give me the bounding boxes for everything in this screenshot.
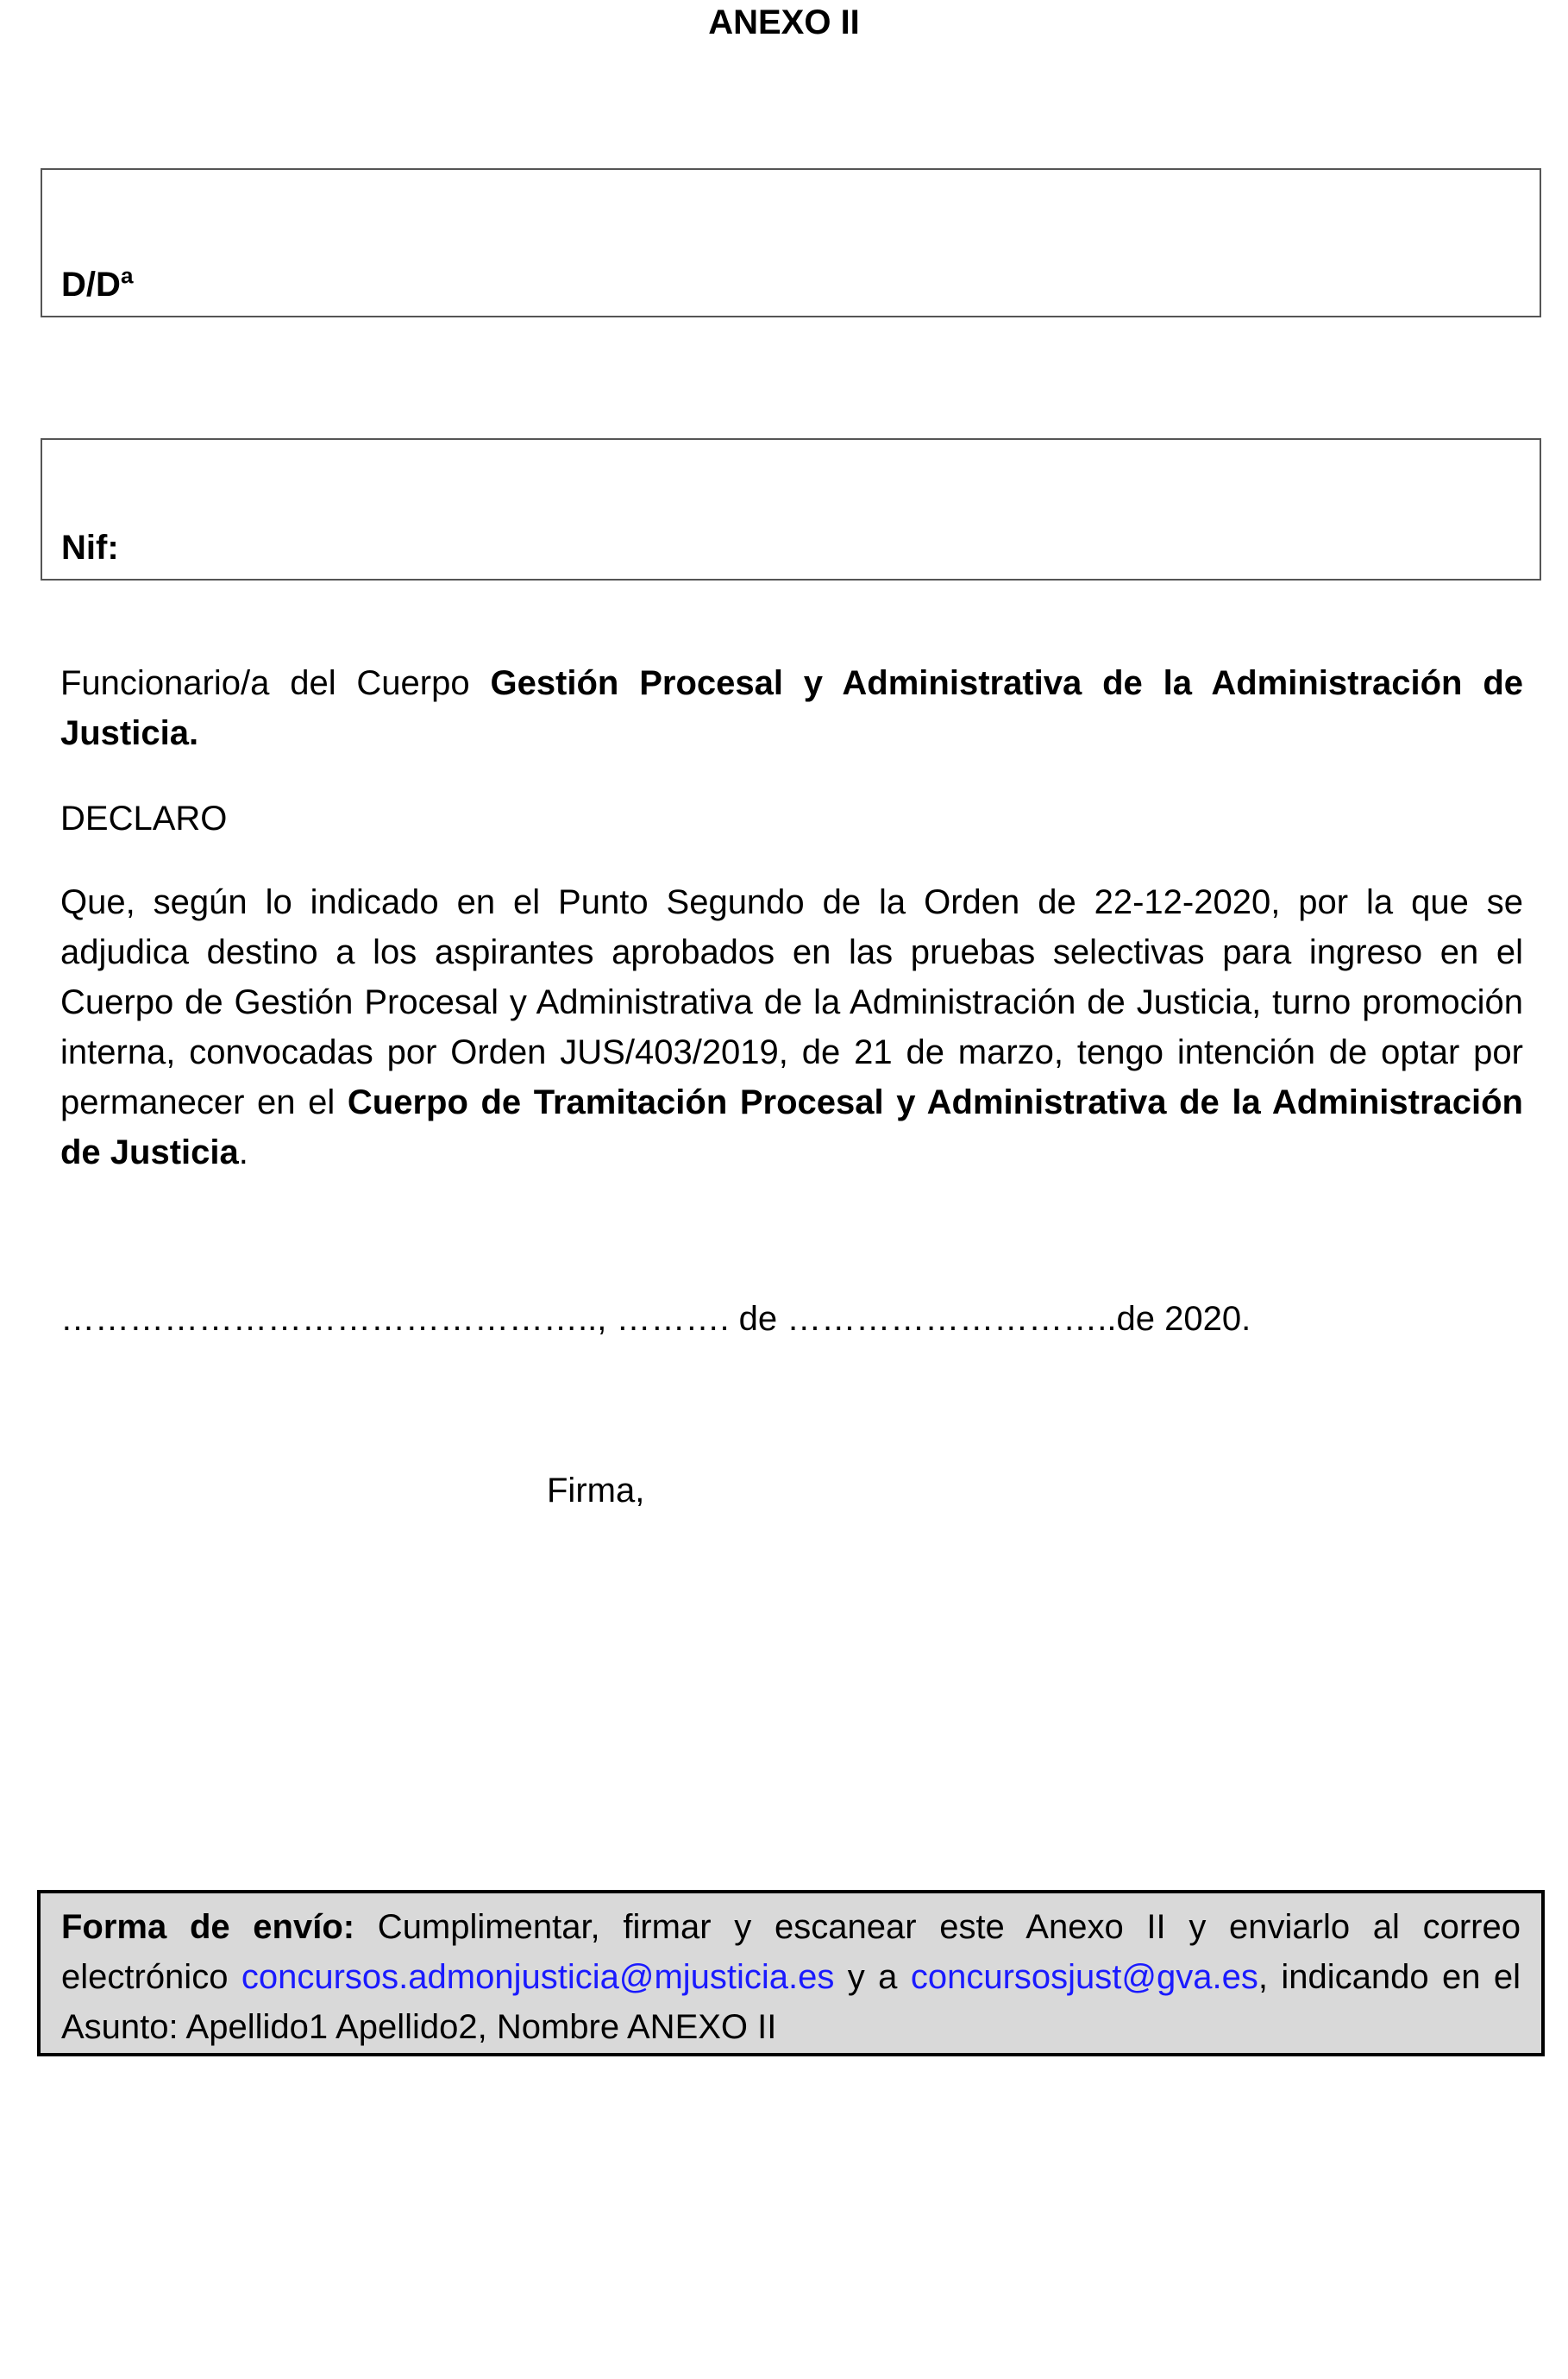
page-title: ANEXO II xyxy=(708,3,860,41)
nif-field-box[interactable] xyxy=(41,438,1541,581)
name-field-label: D/Dª xyxy=(61,266,134,304)
declaration-text: Que, según lo indicado en el Punto Segundo de la Orden de 22-12-2020, por la que se adjudica destino a los aspirantes aprobados en las pruebas selectivas para ingreso en el Cuerpo de Gestión Procesal y Administrativa de la Administración de Justicia, turno promoción interna, convocadas por Orden JUS/403/2019, de 21 de marzo, tengo intención de optar por permanecer en el xyxy=(60,883,1523,1121)
intro-cuerpo: Gestión Procesal y Administrativa de la Administración de Justicia. xyxy=(60,664,1523,752)
intro-paragraph xyxy=(60,658,1523,758)
submission-and: y a xyxy=(834,1958,911,1996)
submission-instructions-box xyxy=(37,1890,1545,2056)
declaration-cuerpo: Cuerpo de Tramitación Procesal y Administrativa de la Administración de Justicia xyxy=(60,1083,1523,1171)
declaro-heading: DECLARO xyxy=(60,800,228,838)
signature-label: Firma, xyxy=(547,1472,645,1510)
date-line: ……………………………………….., ………. de ………………………..de 2020. xyxy=(60,1300,1251,1338)
email-link-gva[interactable]: concursosjust@gva.es xyxy=(910,1958,1258,1996)
declaration-paragraph xyxy=(60,877,1523,1177)
declaration-end: . xyxy=(238,1133,248,1171)
email-link-mjusticia[interactable]: concursos.admonjusticia@mjusticia.es xyxy=(241,1958,835,1996)
submission-text-1: Cumplimentar, firmar y escanear este Anexo II y enviarlo al correo electrónico xyxy=(61,1908,1521,1996)
submission-label: Forma de envío: xyxy=(61,1908,355,1946)
nif-field-label: Nif: xyxy=(61,529,119,567)
name-field-box[interactable] xyxy=(41,168,1541,317)
intro-prefix: Funcionario/a del Cuerpo xyxy=(60,664,491,702)
submission-text-2: , indicando en el Asunto: Apellido1 Apellido2, Nombre ANEXO II xyxy=(61,1958,1521,2046)
